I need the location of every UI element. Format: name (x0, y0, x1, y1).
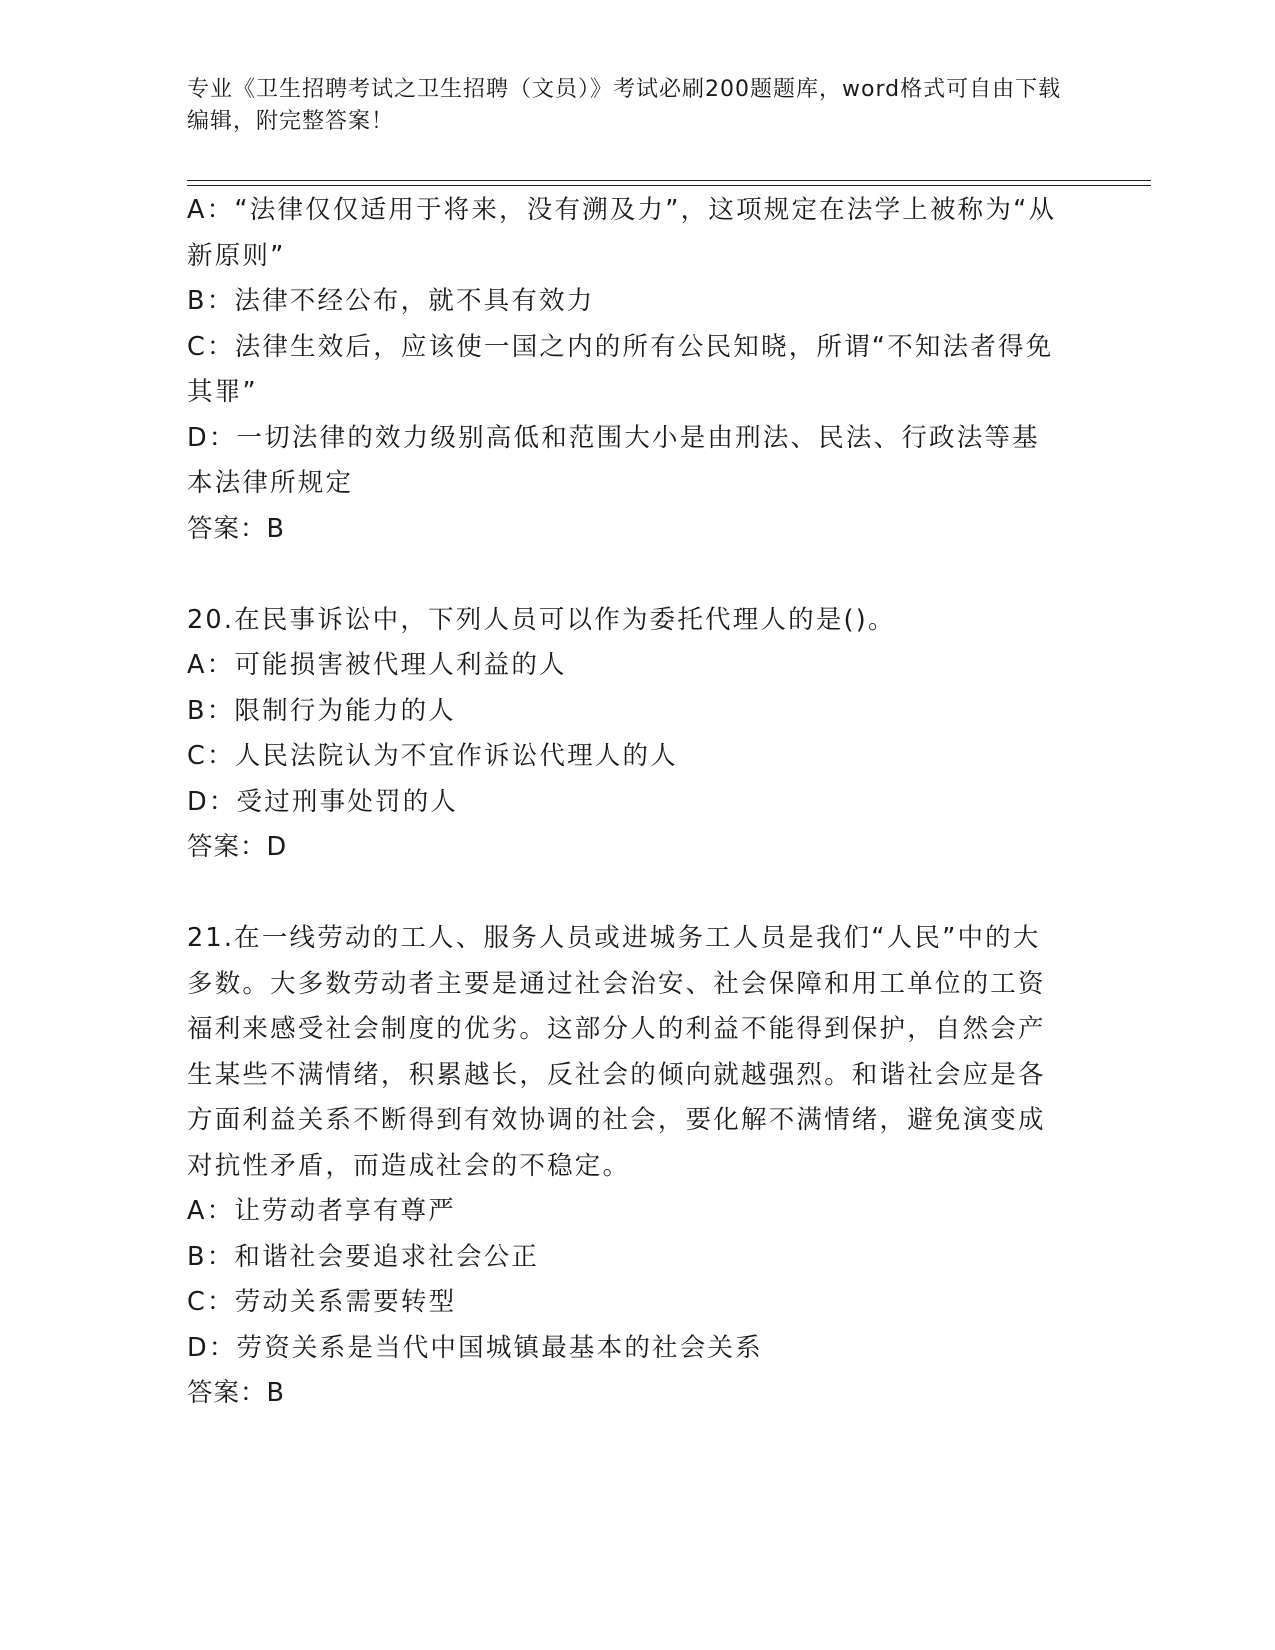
q19-option-a: A：“法律仅仅适用于将来，没有溯及力”，这项规定在法学上被称为“从新原则” (187, 195, 1057, 271)
document-header: 专业《卫生招聘考试之卫生招聘（文员）》考试必刷200题题库，word格式可自由下载编辑，附完整答案！ (187, 77, 1062, 134)
q20-option-d: D：受过刑事处罚的人 (187, 786, 459, 817)
q21-option-b: B：和谐社会要追求社会公正 (187, 1241, 540, 1272)
q21-stem: 21.在一线劳动的工人、服务人员或进城务工人员是我们“人民”中的大多数。大多数劳动者主要是通过社会治安、社会保障和用工单位的工资福利来感受社会制度的优劣。这部分人的利益不能得到保护，自然会产生某些不满情绪，积累越长，反社会的倾向就越强烈。和谐社会应是各方面利益关系不断得到有效协调的社会，要化解不满情绪，避免演变成对抗性矛盾，而造成社会的不稳定。 (187, 923, 1046, 1181)
question-spacer (187, 552, 1067, 598)
question-content (187, 188, 1067, 1417)
q19-answer: 答案：B (187, 513, 285, 544)
q20-stem: 20.在民事诉讼中，下列人员可以作为委托代理人的是()。 (187, 604, 896, 635)
header-rule-top (187, 180, 1151, 181)
q21-option-a: A：让劳动者享有尊严 (187, 1196, 456, 1226)
q21-option-c: C：劳动关系需要转型 (187, 1287, 457, 1317)
q20-option-b: B：限制行为能力的人 (187, 695, 456, 726)
q21-option-d: D：劳资关系是当代中国城镇最基本的社会关系 (187, 1332, 763, 1363)
q21-answer: 答案：B (187, 1378, 285, 1408)
q19-option-d: D：一切法律的效力级别高低和范围大小是由刑法、民法、行政法等基本法律所规定 (187, 422, 1040, 498)
q20-answer: 答案：D (187, 832, 288, 862)
q19-option-b: B：法律不经公布，就不具有效力 (187, 286, 595, 316)
q20-option-a: A：可能损害被代理人利益的人 (187, 650, 567, 680)
header-rule-bottom (187, 185, 1151, 186)
question-spacer (187, 871, 1067, 917)
q19-option-c: C：法律生效后，应该使一国之内的所有公民知晓，所谓“不知法者得免其罪” (187, 331, 1054, 407)
q20-option-c: C：人民法院认为不宜作诉讼代理人的人 (187, 741, 678, 771)
question-21 (187, 916, 1067, 1417)
question-20 (187, 598, 1067, 871)
question-19 (187, 188, 1067, 552)
